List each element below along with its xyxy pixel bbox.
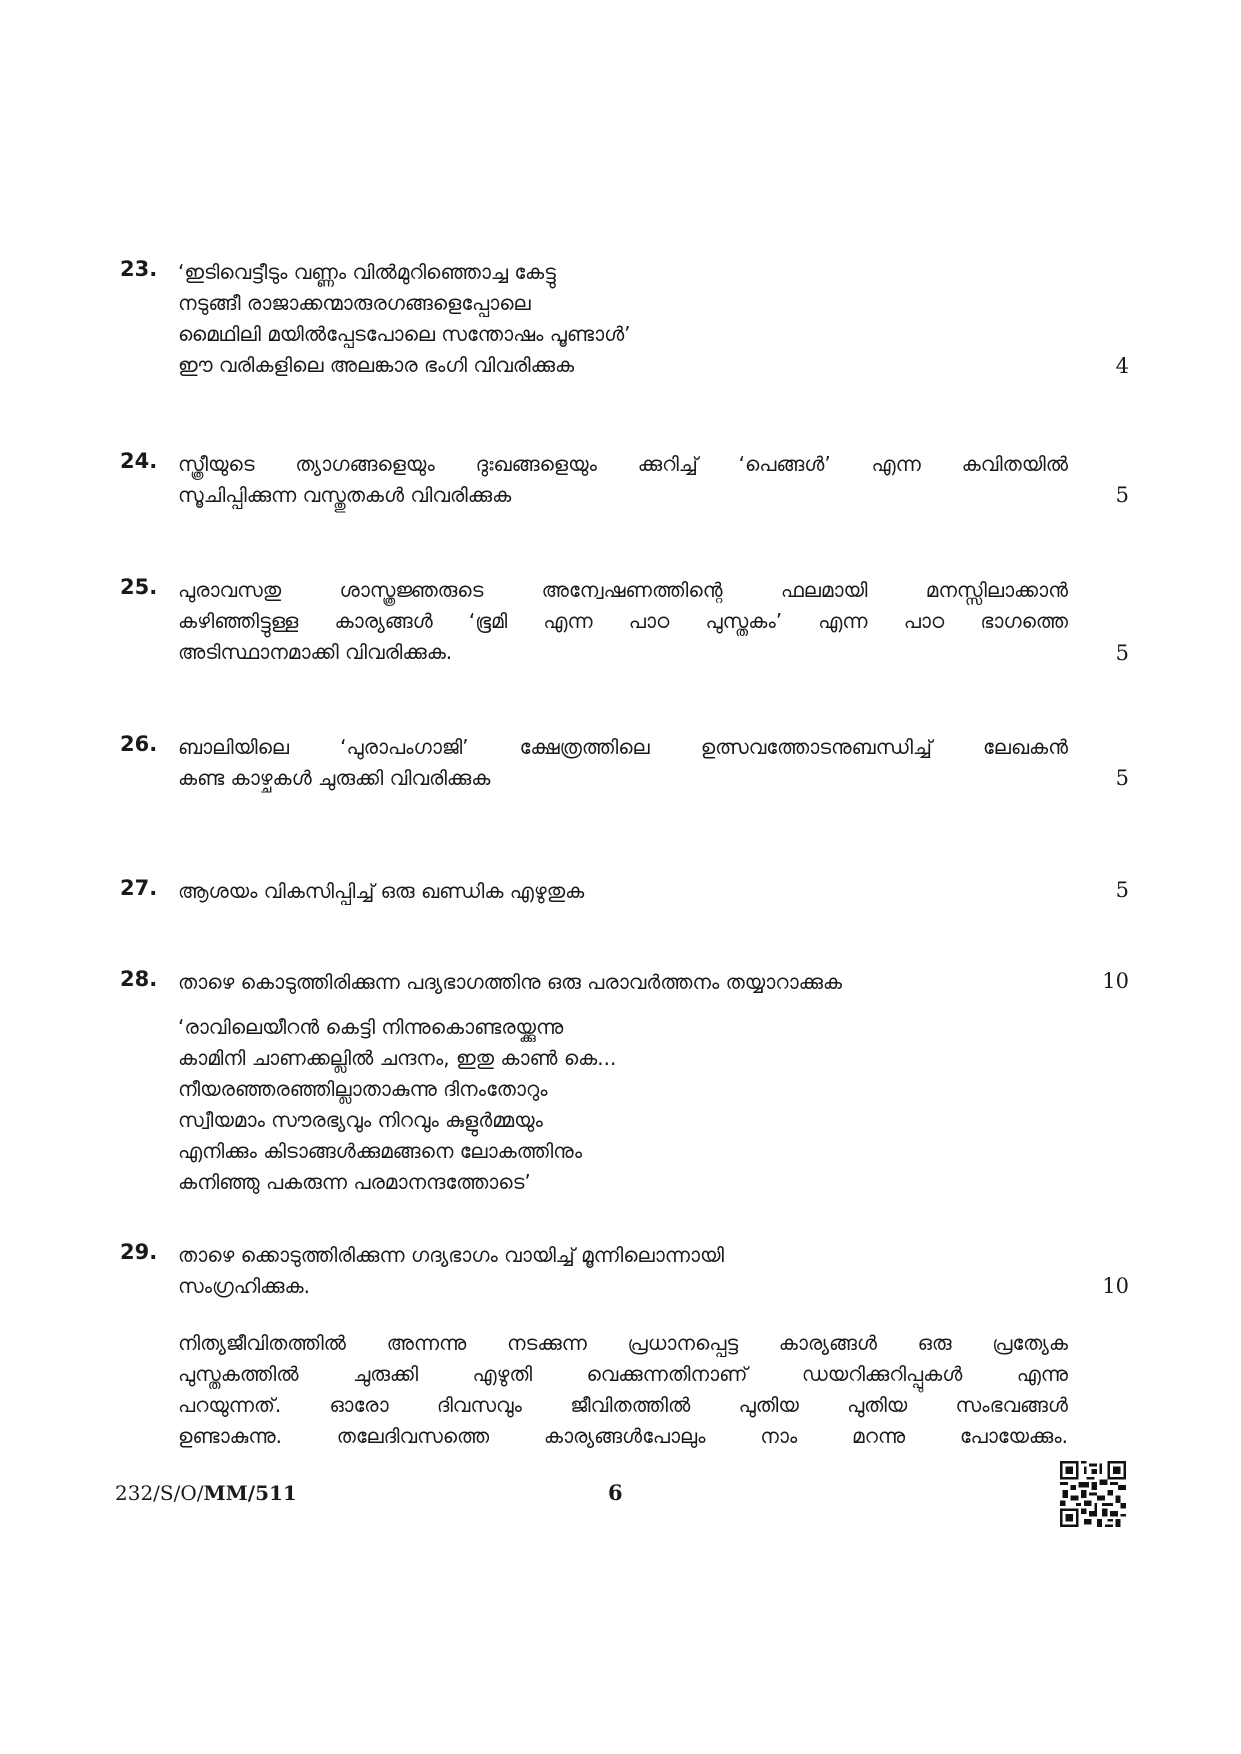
question-line: സ്ത്രീയുടെ ത്യാഗങ്ങളെയും ദുഃഖങ്ങളെയും ക്കുറിച്ച് ‘പെങ്ങൾ’ എന്ന കവിതയിൽ [178, 452, 1068, 476]
question-line: നടുങ്ങീ രാജാക്കന്മാരുരഗങ്ങളെപ്പോലെ [178, 291, 531, 315]
question-marks: 10 [1102, 1274, 1129, 1298]
question-line: ബാലിയിലെ ‘പുരാപംഗാജി’ ക്ഷേത്രത്തിലെ ഉത്സവത്തോടനുബന്ധിച്ച് ലേഖകൻ [178, 735, 1068, 759]
qr-code-icon [1060, 1461, 1126, 1527]
question-line: മൈഥിലി മയിൽപ്പേടപോലെ സന്തോഷം പൂണ്ടാൾ’ [178, 322, 631, 346]
poem-block [178, 1012, 1068, 1198]
question-number: 24. [120, 449, 158, 473]
question-number: 28. [120, 967, 158, 991]
question-line: ‘ഇടിവെട്ടീടും വണ്ണം വിൽമുറിഞ്ഞൊച്ച കേട്ടു [178, 260, 556, 284]
paper-code [115, 1481, 297, 1505]
question-text [178, 575, 1068, 668]
passage-line: പുസ്തകത്തിൽ ചുരുക്കി എഴുതി വെക്കുന്നതിനാണ് ഡയറിക്കുറിപ്പുകൾ എന്നു [178, 1362, 1068, 1386]
page-number: 6 [608, 1480, 623, 1505]
poem-line: സ്വീയമാം സൗരഭ്യവും നിറവും കുളുർമ്മയും [178, 1108, 543, 1132]
question-text [178, 1240, 1068, 1452]
question-number: 25. [120, 575, 158, 599]
question-marks: 5 [1115, 766, 1129, 790]
question-line: ആശയം വികസിപ്പിച്ച് ഒരു ഖണ്ഡിക എഴുതുക [178, 879, 585, 903]
question-number: 29. [120, 1240, 158, 1264]
question-number: 26. [120, 732, 158, 756]
passage-line: ഉണ്ടാകുന്നു. തലേദിവസത്തെ കാര്യങ്ങൾപോലും നാം മറന്നു പോയേക്കും. [178, 1424, 1068, 1448]
question-text [178, 967, 1068, 1198]
question-marks: 4 [1115, 354, 1129, 378]
question-text [178, 449, 1068, 511]
question-number: 27. [120, 876, 158, 900]
question-line: പുരാവസതു ശാസ്ത്രജ്ഞരുടെ അന്വേഷണത്തിന്റെ ഫലമായി മനസ്സിലാക്കാൻ [178, 578, 1068, 602]
paper-code-subject: MM/511 [203, 1481, 297, 1505]
passage-line: നിത്യജീവിതത്തിൽ അന്നന്നു നടക്കുന്ന പ്രധാനപ്പെട്ട കാര്യങ്ങൾ ഒരു പ്രത്യേക [178, 1331, 1068, 1355]
poem-line: നീയരഞ്ഞരഞ്ഞില്ലാതാകുന്നു ദിനംതോറും [178, 1077, 548, 1101]
paper-code-prefix: 232/S/O/ [115, 1481, 204, 1505]
poem-line: ‘രാവിലെയീറൻ കെട്ടി നിന്നുകൊണ്ടരയ്ക്കുന്നു [178, 1015, 564, 1039]
question-marks: 5 [1115, 483, 1129, 507]
question-marks: 5 [1115, 878, 1129, 902]
question-text [178, 732, 1068, 794]
poem-line: കാമിനി ചാണക്കല്ലിൽ ചന്ദനം, ഇതു കാൺ കെ... [178, 1046, 617, 1070]
question-text [178, 876, 1068, 907]
question-line: സംഗ്രഹിക്കുക. [178, 1274, 310, 1298]
question-line: സൂചിപ്പിക്കുന്ന വസ്തുതകൾ വിവരിക്കുക [178, 483, 512, 507]
question-text [178, 257, 1068, 381]
question-line: താഴെ കൊടുത്തിരിക്കുന്ന പദ്യഭാഗത്തിനു ഒരു പരാവർത്തനം തയ്യാറാക്കുക [178, 970, 842, 994]
passage-block [178, 1328, 1068, 1452]
passage-line: പറയുന്നത്. ഓരോ ദിവസവും ജീവിതത്തിൽ പുതിയ പുതിയ സംഭവങ്ങൾ [178, 1393, 1068, 1417]
question-marks: 10 [1102, 969, 1129, 993]
question-line: കണ്ട കാഴ്ചകൾ ചുരുക്കി വിവരിക്കുക [178, 766, 491, 790]
poem-line: കനിഞ്ഞു പകരുന്ന പരമാനന്ദത്തോടെ’ [178, 1170, 531, 1194]
poem-line: എനിക്കും കിടാങ്ങൾക്കുമങ്ങനെ ലോകത്തിനും [178, 1139, 583, 1163]
question-line: ഈ വരികളിലെ അലങ്കാര ഭംഗി വിവരിക്കുക [178, 353, 575, 377]
question-number: 23. [120, 257, 158, 281]
question-line: കഴിഞ്ഞിട്ടുള്ള കാര്യങ്ങൾ ‘ഭൂമി എന്ന പാഠ പുസ്തകം’ എന്ന പാഠ ഭാഗത്തെ [178, 609, 1068, 633]
question-line: അടിസ്ഥാനമാക്കി വിവരിക്കുക. [178, 640, 453, 664]
question-marks: 5 [1115, 641, 1129, 665]
question-line: താഴെ ക്കൊടുത്തിരിക്കുന്ന ഗദ്യഭാഗം വായിച്ച് മൂന്നിലൊന്നായി [178, 1243, 725, 1267]
